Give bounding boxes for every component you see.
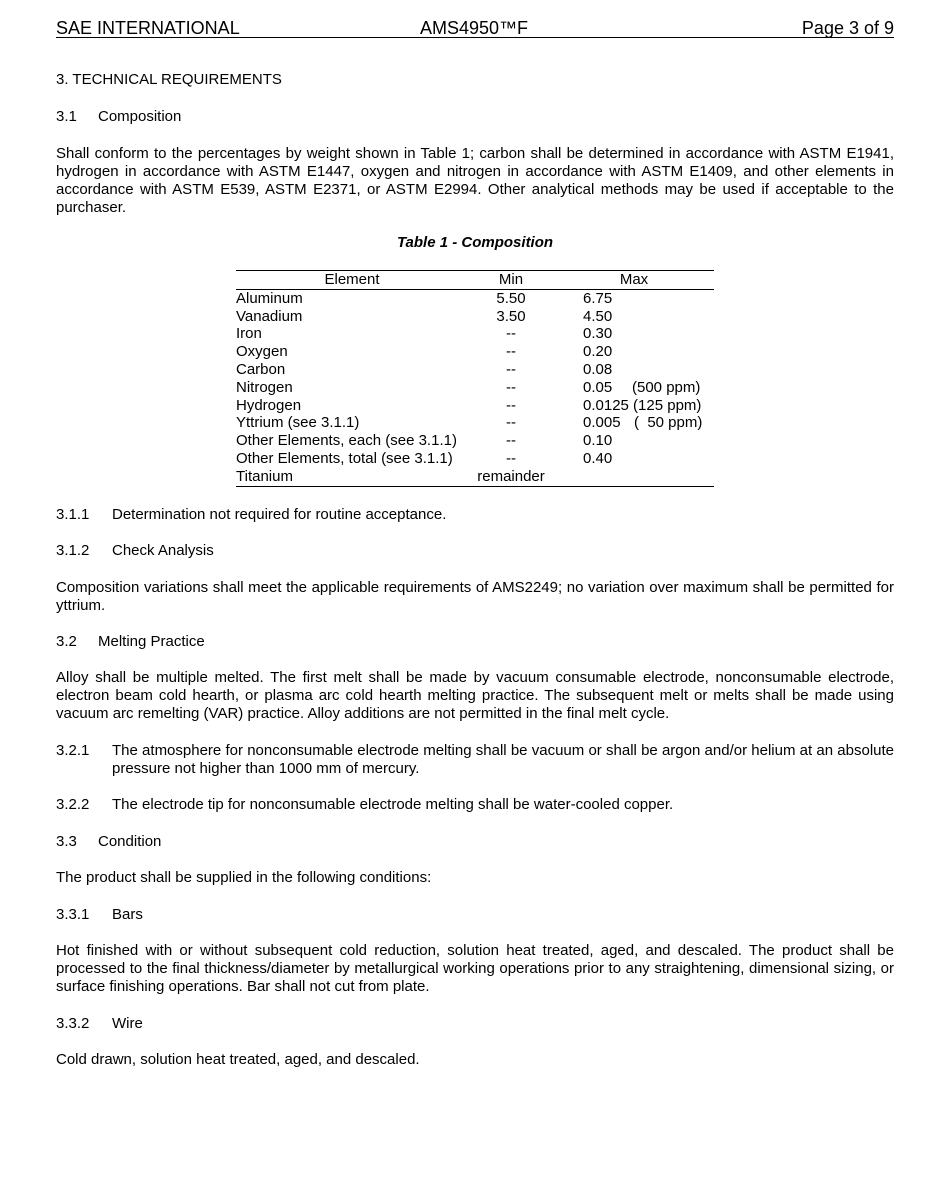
- header-rule: [56, 37, 894, 38]
- table-cell-min: 5.50: [496, 289, 526, 307]
- table-row: [236, 432, 714, 450]
- table-cell-element: Vanadium: [236, 307, 303, 325]
- section-number: 3.3: [56, 833, 77, 850]
- table-cell-min: --: [506, 396, 516, 414]
- section-number: 3.2.1: [56, 742, 90, 759]
- table-cell-max: 6.75: [583, 289, 613, 307]
- section-body: The electrode tip for nonconsumable electrode melting shall be water-cooled copper.: [112, 796, 674, 813]
- table-cell-element: Oxygen: [236, 343, 288, 361]
- section-body: The product shall be supplied in the following conditions:: [56, 869, 432, 886]
- table-cell-max: 0.40: [583, 449, 613, 467]
- table-cell-ppm: ( 50 ppm): [634, 414, 703, 432]
- table-cell-element: Carbon: [236, 360, 286, 378]
- section-title: Check Analysis: [112, 542, 214, 559]
- table-cell-element: Aluminum: [236, 289, 303, 307]
- table-cell-element: Titanium: [236, 467, 293, 485]
- table-cell-element: Other Elements, each (see 3.1.1): [236, 432, 457, 450]
- table-cell-min: --: [506, 325, 516, 343]
- table-row: [236, 325, 714, 343]
- section-number: 3.2.2: [56, 796, 90, 813]
- section-number: 3.3.2: [56, 1015, 90, 1032]
- table-cell-element: Yttrium (see 3.1.1): [236, 414, 360, 432]
- column-header-max: Max: [619, 271, 649, 288]
- table-cell-max: 0.0125 (125 ppm): [583, 396, 702, 414]
- table-row: [236, 397, 714, 415]
- table-cell-max: 0.08: [583, 360, 613, 378]
- table-cell-max: 0.005: [583, 414, 621, 432]
- table-row: [236, 468, 714, 486]
- table-row: [236, 308, 714, 326]
- table-cell-max: 0.20: [583, 343, 613, 361]
- section-heading: 3. TECHNICAL REQUIREMENTS: [56, 71, 282, 88]
- section-body: Shall conform to the percentages by weight shown in Table 1; carbon shall be determined in accordance with ASTM E1941, hydrogen in accordance with ASTM E1447, oxygen and nitrogen in accordance with ASTM E1409, and other elements in accordance with ASTM E539, ASTM E2371, or ASTM E2994. Other analytical methods may be used if acceptable to the purchaser.: [56, 145, 894, 216]
- section-text: Determination not required for routine acceptance.: [112, 506, 447, 523]
- section-title: Wire: [112, 1015, 143, 1032]
- section-title: Bars: [112, 906, 143, 923]
- table-cell-ppm: (500 ppm): [632, 378, 701, 396]
- table-cell-element: Nitrogen: [236, 378, 293, 396]
- section-body: Alloy shall be multiple melted. The first melt shall be made by vacuum consumable electrode, nonconsumable electrode, electron beam cold hearth, or plasma arc cold hearth melting practice. The subsequent melt or melts shall be made using vacuum arc remelting (VAR) practice. Alloy additions are not permitted in the final melt cycle.: [56, 669, 894, 722]
- section-title: Condition: [98, 833, 162, 850]
- header-doc-number: AMS4950™F: [420, 18, 529, 38]
- header-org: SAE INTERNATIONAL: [56, 18, 240, 38]
- table-cell-max: 0.05: [583, 378, 613, 396]
- table-row: [236, 379, 714, 397]
- table-row: [236, 290, 714, 308]
- table-row: [236, 343, 714, 361]
- column-header-min: Min: [498, 271, 524, 288]
- table-cell-min: --: [506, 343, 516, 361]
- section-number: 3.1.2: [56, 542, 90, 559]
- table-header-row: [236, 271, 714, 290]
- table-row: [236, 361, 714, 379]
- table-row: [236, 450, 714, 468]
- section-title: Composition: [98, 108, 182, 125]
- composition-table: [236, 270, 714, 487]
- table-cell-element: Other Elements, total (see 3.1.1): [236, 449, 453, 467]
- table-cell-max: 0.10: [583, 432, 613, 450]
- section-number: 3.3.1: [56, 906, 90, 923]
- table-cell-min: remainder: [477, 467, 545, 485]
- header-page-number: Page 3 of 9: [801, 18, 894, 38]
- table-cell-min: --: [506, 432, 516, 450]
- section-number: 3.1.1: [56, 506, 90, 523]
- table-cell-element: Hydrogen: [236, 396, 302, 414]
- section-title: Melting Practice: [98, 633, 205, 650]
- table-title: Table 1 - Composition: [396, 234, 554, 251]
- section-number: 3.1: [56, 108, 77, 125]
- table-cell-max: 4.50: [583, 307, 613, 325]
- table-cell-max: 0.30: [583, 325, 613, 343]
- table-cell-min: --: [506, 378, 516, 396]
- table-cell-min: 3.50: [496, 307, 526, 325]
- table-cell-min: --: [506, 449, 516, 467]
- section-body: Cold drawn, solution heat treated, aged, and descaled.: [56, 1051, 420, 1068]
- table-row: [236, 414, 714, 432]
- table-cell-min: --: [506, 360, 516, 378]
- section-number: 3.2: [56, 633, 77, 650]
- section-body: Hot finished with or without subsequent cold reduction, solution heat treated, aged, and descaled. The product shall be processed to the final thickness/diameter by metallurgical working operations prior to any straightening, dimensional sizing, or surface finishing operations. Bar shall not cut from plate.: [56, 942, 894, 995]
- table-cell-element: Iron: [236, 325, 262, 343]
- column-header-element: Element: [324, 271, 380, 288]
- table-cell-min: --: [506, 414, 516, 432]
- section-body: The atmosphere for nonconsumable electrode melting shall be vacuum or shall be argon and/or helium at an absolute pressure not higher than 1000 mm of mercury.: [112, 742, 894, 777]
- section-body: Composition variations shall meet the applicable requirements of AMS2249; no variation over maximum shall be permitted for yttrium.: [56, 579, 894, 614]
